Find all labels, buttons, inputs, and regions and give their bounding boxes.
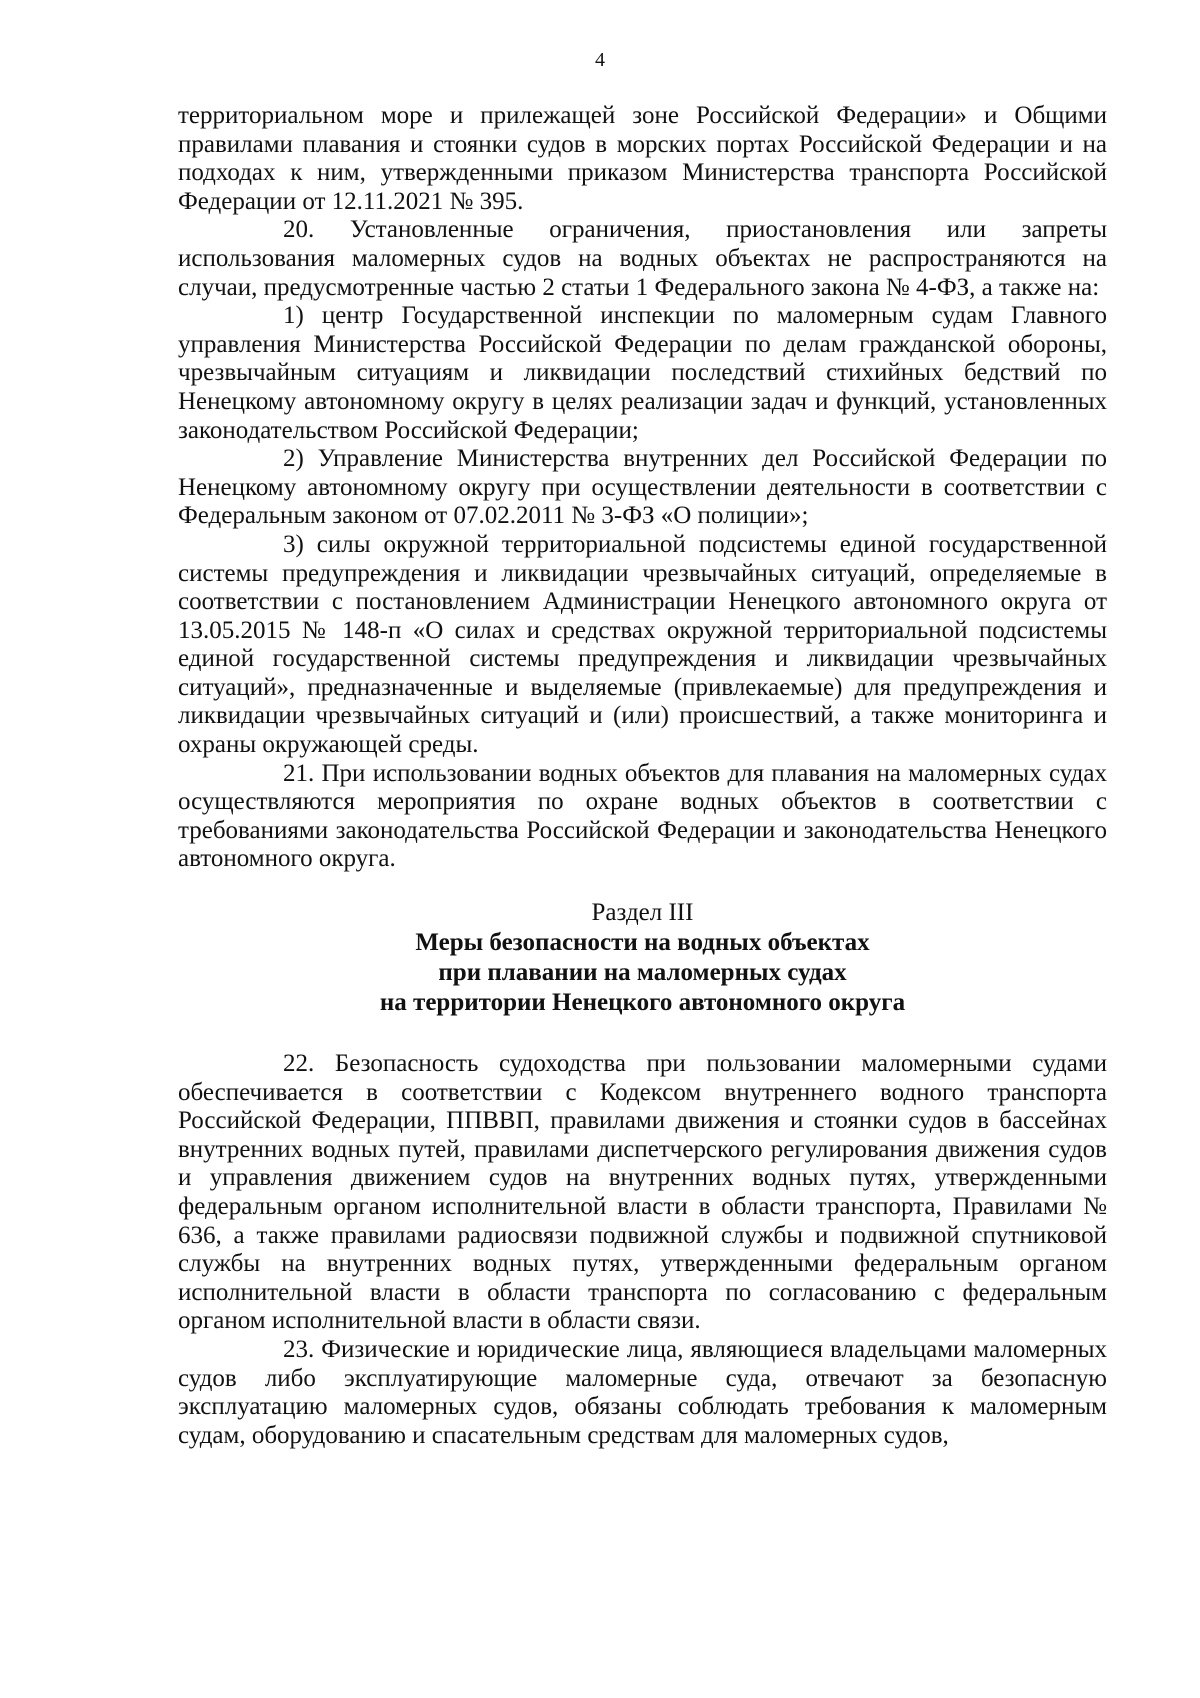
section-heading — [178, 898, 1107, 1018]
section-title-line-1: Меры безопасности на водных объектах — [415, 929, 870, 957]
document-body — [178, 102, 1107, 1450]
paragraph: 3) силы окружной территориальной подсистемы единой государственной системы предупреждения и ликвидации чрезвычайных ситуаций, определяемые в соответствии с постановлением Администрации Ненецкого автономного округа от 13.05.2015 № 148-п «О силах и средствах окружной территориальной подсистемы единой государственной системы предупреждения и ликвидации чрезвычайных ситуаций», предназначенные и выделяемые (привлекаемые) для предупреждения и ликвидации чрезвычайных ситуаций и (или) происшествий, а также мониторинга и охраны окружающей среды. — [178, 530, 1107, 759]
page-number: 4 — [595, 49, 605, 71]
paragraphs-before — [178, 102, 1107, 874]
paragraph: 2) Управление Министерства внутренних дел Российской Федерации по Ненецкому автономному округу при осуществлении деятельности в соответствии с Федеральным законом от 07.02.2011 № 3-ФЗ «О полиции»; — [178, 445, 1107, 530]
section-title-line-3: на территории Ненецкого автономного округа — [379, 989, 906, 1017]
paragraph: 20. Установленные ограничения, приостановления или запреты использования маломерных судов на водных объектах не распространяются на случаи, предусмотренные частью 2 статьи 1 Федерального закона № 4-ФЗ, а также на: — [178, 216, 1107, 301]
paragraph: территориальном море и прилежащей зоне Российской Федерации» и Общими правилами плавания и стоянки судов в морских портах Российской Федерации и на подходах к ним, утвержденными приказом Министерства транспорта Российской Федерации от 12.11.2021 № 395. — [178, 102, 1107, 215]
section-title-line-2: при плавании на маломерных судах — [438, 959, 847, 987]
paragraphs-after — [178, 1050, 1107, 1450]
paragraph: 22. Безопасность судоходства при пользовании маломерными судами обеспечивается в соответствии с Кодексом внутреннего водного транспорта Российской Федерации, ППВВП, правилами движения и стоянки судов в бассейнах внутренних водных путей, правилами диспетчерского регулирования движения судов и управления движением судов на внутренних водных путях, утвержденными федеральным органом исполнительной власти в области транспорта, Правилами № 636, а также правилами радиосвязи подвижной службы и подвижной спутниковой службы на внутренних водных путях, утвержденными федеральным органом исполнительной власти в области транспорта по согласованию с федеральным органом исполнительной власти в области связи. — [178, 1050, 1107, 1335]
section-number: Раздел III — [591, 899, 694, 927]
paragraph: 23. Физические и юридические лица, являющиеся владельцами маломерных судов либо эксплуатирующие маломерные суда, отвечают за безопасную эксплуатацию маломерных судов, обязаны соблюдать требования к маломерным судам, оборудованию и спасательным средствам для маломерных судов, — [178, 1335, 1107, 1449]
paragraph: 1) центр Государственной инспекции по маломерным судам Главного управления Министерства Российской Федерации по делам гражданской обороны, чрезвычайным ситуациям и ликвидации последствий стихийных бедствий по Ненецкому автономному округу в целях реализации задач и функций, установленных законодательством Российской Федерации; — [178, 302, 1107, 444]
paragraph: 21. При использовании водных объектов для плавания на маломерных судах осуществляются мероприятия по охране водных объектов в соответствии с требованиями законодательства Российской Федерации и законодательства Ненецкого автономного округа. — [178, 759, 1107, 873]
